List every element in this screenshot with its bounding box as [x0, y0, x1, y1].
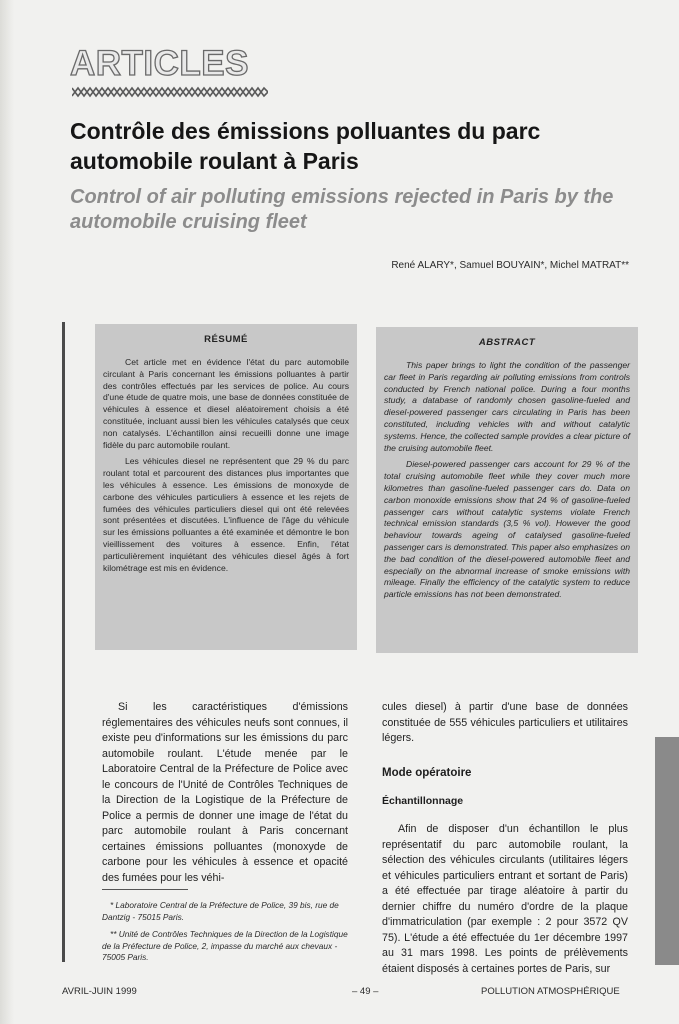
resume-paragraph: Les véhicules diesel ne représentent que 29 % du parc roulant total et parcourent des distances plus importantes que les véhicules à essence. Les émissions de monoxyde de carbone des véhicules particuliers à essence et les rejets de fumées des véhicules particuliers diesel qui ont été relevées sont présentées et discutées. L'influence de l'âge du véhicule sur les émissions polluantes a été examinée et démontre le bon vieillissement des voitures à essence. Enfin, l'état particulièrement inquiétant des véhicules diesel âgés à fort kilométrage est mis en évidence. [103, 456, 349, 573]
resume-box [95, 324, 357, 650]
article-title-french: Contrôle des émissions polluantes du parc automobile roulant à Paris [70, 118, 541, 174]
section-title: ARTICLES [70, 44, 249, 83]
footnote: ** Unité de Contrôles Techniques de la Direction de la Logistique de la Préfecture de Police, 2, impasse du marché aux chevaux - 75005 Paris. [102, 929, 348, 962]
journal-name: POLLUTION ATMOSPHÉRIQUE [481, 986, 620, 997]
subheading-mode-operatoire: Mode opératoire [382, 767, 472, 779]
body-paragraph: Si les caractéristiques d'émissions réglementaires des véhicules neufs sont connues, il existe peu d'informations sur les émissions du parc automobile roulant. L'étude menée par le Laboratoire Central de la Préfecture de Police avec le concours de l'Unité de Contrôles Techniques de la Direction de la Logistique de la Préfecture de Police a permis de donner une image de l'état du parc automobile roulant à Paris concernant certaines émissions polluantes (monoxyde de carbone pour les véhicules à essence et opacité des fumées pour les véhi- [102, 701, 348, 884]
footnote: * Laboratoire Central de la Préfecture de Police, 39 bis, rue de Dantzig - 75015 Paris. [102, 900, 339, 922]
resume-heading: RÉSUMÉ [204, 334, 248, 345]
page-edge-shadow [0, 0, 14, 1024]
author-line: René ALARY*, Samuel BOUYAIN*, Michel MATRAT** [391, 260, 629, 271]
abstract-paragraph: This paper brings to light the condition of the passenger car fleet in Paris regarding air polluting emissions from controls conducted by French national police. During a four months study, a database of randomly chosen gasoline-fueled and diesel-powered passenger cars circulating in Paris has been constituted, including vehicles with and without catalytic systems. Hence, the collected sample provides a clear picture of the cruising automobile fleet. [384, 360, 630, 453]
resume-paragraph: Cet article met en évidence l'état du parc automobile circulant à Paris concernant les émissions polluantes à partir des contrôles effectués par les services de police. Au cours d'une étude de quatre mois, une base de données constituée de véhicules à essence et diesel aléatoirement choisis a été constituée, incluant aussi bien les véhicules catalysés que ceux non catalysés. L'échantillon ainsi recueilli donne une image fidèle du parc automobile roulant. [103, 357, 349, 450]
body-column-left [102, 700, 348, 886]
section-zigzag-ornament [72, 86, 268, 98]
article-title-english: Control of air polluting emissions rejected in Paris by the automobile cruising fleet [70, 186, 614, 233]
footnote-separator [102, 889, 188, 890]
subheading-echantillonnage: Échantillonnage [382, 795, 464, 807]
abstract-heading: ABSTRACT [478, 337, 536, 348]
body-column-right [382, 822, 628, 977]
body-paragraph: cules diesel) à partir d'une base de données constituée de 555 véhicules particuliers et utilitaires légers. [382, 701, 628, 744]
page-edge-tab [655, 737, 679, 965]
footnotes [102, 900, 348, 970]
body-paragraph: Afin de disposer d'un échantillon le plus représentatif du parc automobile roulant, la sélection des véhicules circulants (utilitaires légers et véhicules particuliers entrant et sortant de Paris) a été effectuée par tirage aléatoire à partir du dernier chiffre du numéro d'ordre de la plaque d'immatriculation (par exemple : 2 pour 3572 QV 75). L'étude a été effectuée du 1er décembre 1997 au 31 mars 1998. Les points de prélèvements étaient disposés à certaines portes de Paris, sur [382, 823, 628, 975]
page-number: – 49 – [352, 986, 379, 997]
body-column-right-intro [382, 700, 628, 747]
footer-date: AVRIL-JUIN 1999 [62, 986, 137, 997]
abstract-paragraph: Diesel-powered passenger cars account for 29 % of the total cruising automobile fleet while they cover much more kilometres than gasoline-fueled passenger cars do. Data on carbon monoxide emissions show that 24 % of gasoline-fueled passenger cars without catalytic systems violate French technical emission standards (3,5 % vol). However the good behaviour towards ageing of catalysed gasoline-fueled passenger cars is demonstrated. This paper also emphasizes on the bad condition of the diesel-powered automobile fleet and especially on the abnormal increase of smoke emissions with mileage. Finally the efficiency of the catalytic system to reduce particle emissions has not been demonstrated. [384, 459, 631, 600]
left-margin-rule [62, 322, 65, 962]
abstract-box [376, 327, 638, 653]
